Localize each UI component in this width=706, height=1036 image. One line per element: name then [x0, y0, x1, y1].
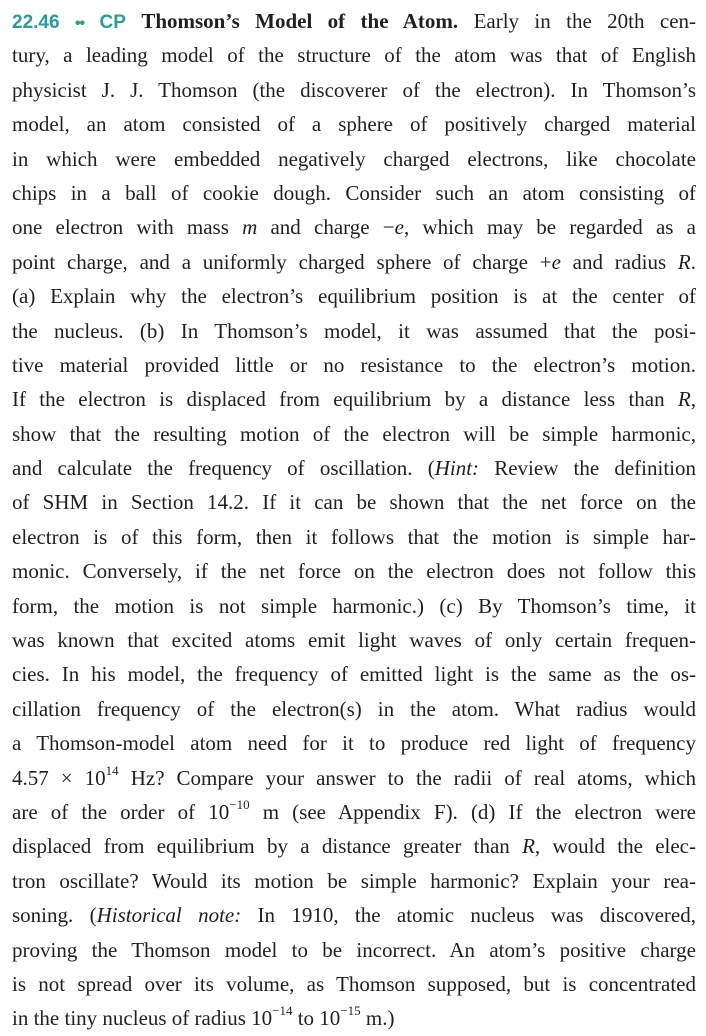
text-segment: Review the definition [479, 456, 696, 481]
text-segment: and radius [560, 249, 678, 274]
text-line-4: model, an atom consisted of a sphere of positively charged material [12, 112, 696, 137]
text-line-3: physicist J. J. Thomson (the discoverer of the electron). In Thomson’s [12, 77, 696, 102]
text-line-20: cies. In his model, the frequency of emitted light is the same as the os- [12, 662, 696, 687]
text-line-13: show that the resulting motion of the electron will be simple harmonic, [12, 421, 696, 446]
text-segment: in the tiny nucleus of radius 10 [12, 1006, 273, 1031]
text-segment: point charge, and a uniformly charged sphere of charge + [12, 249, 552, 274]
text-segment: are of the order of 10 [12, 799, 230, 824]
text-line-11: tive material provided little or no resistance to the electron’s motion. [12, 352, 696, 377]
exponent: 14 [105, 762, 119, 778]
text-line-2: tury, a leading model of the structure of the atom was that of English [12, 43, 696, 68]
text-line-21: cillation frequency of the electron(s) in the atom. What radius would [12, 696, 696, 721]
text-segment: , which may be regarded as a [403, 215, 697, 240]
text-line-23 [12, 761, 696, 795]
text-segment: Hz? Compare your answer to the radii of real atoms, which [118, 765, 696, 790]
exponent: −15 [340, 1003, 361, 1019]
problem-title: Thomson’s Model of the Atom. [141, 9, 459, 33]
variable-r: R [677, 387, 691, 412]
text-line-7 [12, 210, 696, 244]
text-line-14 [12, 451, 696, 485]
text-line-28: proving the Thomson model to be incorrect. An atom’s positive charge [12, 937, 696, 962]
text-line-16: electron is of this form, then it follows that the motion is simple har- [12, 524, 696, 549]
historical-note-label: Historical note: [96, 903, 242, 928]
text-line-19: was known that excited atoms emit light waves of only certain frequen- [12, 628, 696, 653]
text-line-8 [12, 245, 696, 279]
variable-r: R [522, 834, 535, 859]
text-segment: soning. ( [12, 903, 97, 928]
text-segment: If the electron is displaced from equilibrium by a distance less than [12, 387, 678, 412]
text-segment: and calculate the frequency of oscillation. ( [12, 456, 435, 481]
text-segment: In 1910, the atomic nucleus was discovered, [241, 903, 696, 928]
text-line-6: chips in a ball of cookie dough. Consider such an atom consisting of [12, 180, 696, 205]
text-line-10: the nucleus. (b) In Thomson’s model, it was assumed that the posi- [12, 318, 696, 343]
text-line-15: of SHM in Section 14.2. If it can be shown that the net force on the [12, 490, 696, 515]
text-segment: and charge − [257, 215, 395, 240]
text-segment: to 10 [292, 1006, 341, 1031]
text-line-25 [12, 829, 696, 863]
text-segment: m (see Appendix F). (d) If the electron were [249, 799, 697, 824]
text-line-24 [12, 795, 696, 829]
hint-label: Hint: [434, 456, 480, 481]
text-segment: , [690, 387, 696, 412]
text-line-27 [12, 898, 696, 932]
text-line-9: (a) Explain why the electron’s equilibrium position is at the center of [12, 284, 696, 309]
cp-tag: CP [99, 12, 126, 33]
variable-e: e [551, 249, 561, 274]
text-segment: one electron with mass [12, 215, 243, 240]
text-line-17: monic. Conversely, if the net force on the electron does not follow this [12, 559, 696, 584]
text-segment: 4.57 × 10 [12, 765, 106, 790]
exponent: −14 [272, 1003, 293, 1019]
text-segment: m.) [360, 1006, 395, 1031]
text-line-29: is not spread over its volume, as Thomson supposed, but is concentrated [12, 971, 696, 996]
text-segment: displaced from equilibrium by a distance greater than [12, 834, 523, 859]
text-line-1 [12, 4, 696, 38]
variable-e: e [394, 215, 404, 240]
text-line-30 [12, 1001, 696, 1035]
text-line-5: in which were embedded negatively charged electrons, like chocolate [12, 146, 696, 171]
text-line-18: form, the motion is not simple harmonic.) (c) By Thomson’s time, it [12, 593, 696, 618]
difficulty-dots: •• [74, 15, 85, 32]
line-text: Early in the 20th cen- [473, 9, 697, 33]
exponent: −10 [229, 796, 250, 812]
variable-m: m [242, 215, 258, 240]
problem-number: 22.46 [12, 12, 60, 33]
variable-r: R [677, 249, 691, 274]
text-line-22: a Thomson-model atom need for it to produce red light of frequency [12, 731, 696, 756]
text-line-12 [12, 382, 696, 416]
text-line-26: tron oscillate? Would its motion be simple harmonic? Explain your rea- [12, 868, 696, 893]
text-segment: . [690, 249, 696, 274]
text-segment: , would the elec- [534, 834, 696, 859]
